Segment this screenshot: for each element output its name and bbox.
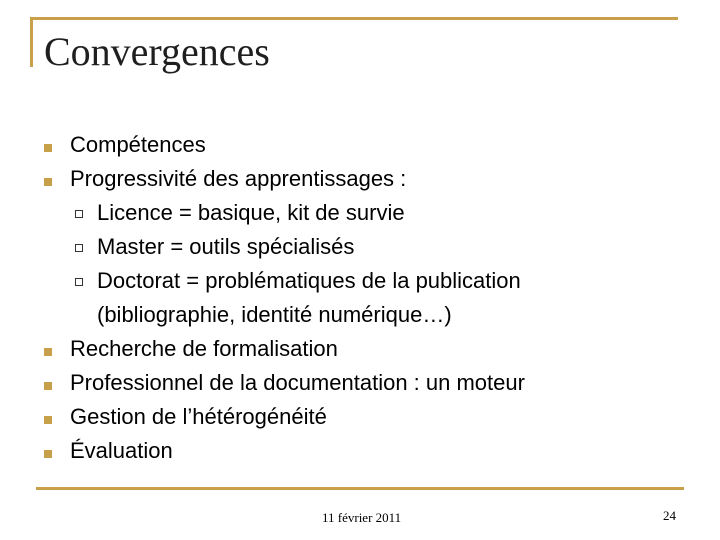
- square-bullet-icon: [44, 450, 52, 458]
- bullet-item: [44, 128, 684, 162]
- sub-bullet-item: [44, 264, 684, 298]
- hollow-square-bullet-icon: [75, 244, 83, 252]
- bullet-text: Évaluation: [70, 438, 173, 463]
- page-number: 24: [663, 508, 676, 523]
- bullet-item: [44, 400, 684, 434]
- slide-content: [44, 128, 684, 468]
- bullet-text: Progressivité des apprentissages :: [70, 166, 407, 191]
- sub-bullet-text: Master = outils spécialisés: [97, 234, 355, 259]
- bullet-item: [44, 366, 684, 400]
- footer-date: 11 février 2011: [322, 510, 402, 525]
- bullet-item: [44, 162, 684, 196]
- bullet-item: [44, 434, 684, 468]
- bullet-text: Compétences: [70, 132, 206, 157]
- bullet-text: Professionnel de la documentation : un moteur: [70, 370, 525, 395]
- footer-rule: [36, 487, 684, 490]
- hollow-square-bullet-icon: [75, 278, 83, 286]
- bullet-text: Recherche de formalisation: [70, 336, 338, 361]
- square-bullet-icon: [44, 178, 52, 186]
- title-frame-left-rule: [30, 17, 33, 67]
- bullet-item: [44, 332, 684, 366]
- sub-bullet-continuation-text: (bibliographie, identité numérique…): [97, 302, 452, 327]
- square-bullet-icon: [44, 416, 52, 424]
- square-bullet-icon: [44, 382, 52, 390]
- sub-bullet-text: Doctorat = problématiques de la publication: [97, 268, 521, 293]
- square-bullet-icon: [44, 348, 52, 356]
- sub-bullet-item: [44, 196, 684, 230]
- square-bullet-icon: [44, 144, 52, 152]
- title-frame-top-rule: [30, 17, 678, 20]
- sub-bullet-item: [44, 230, 684, 264]
- sub-bullet-text: Licence = basique, kit de survie: [97, 200, 405, 225]
- sub-bullet-continuation: [44, 298, 684, 332]
- hollow-square-bullet-icon: [75, 210, 83, 218]
- slide-title: Convergences: [44, 29, 270, 74]
- bullet-text: Gestion de l’hétérogénéité: [70, 404, 327, 429]
